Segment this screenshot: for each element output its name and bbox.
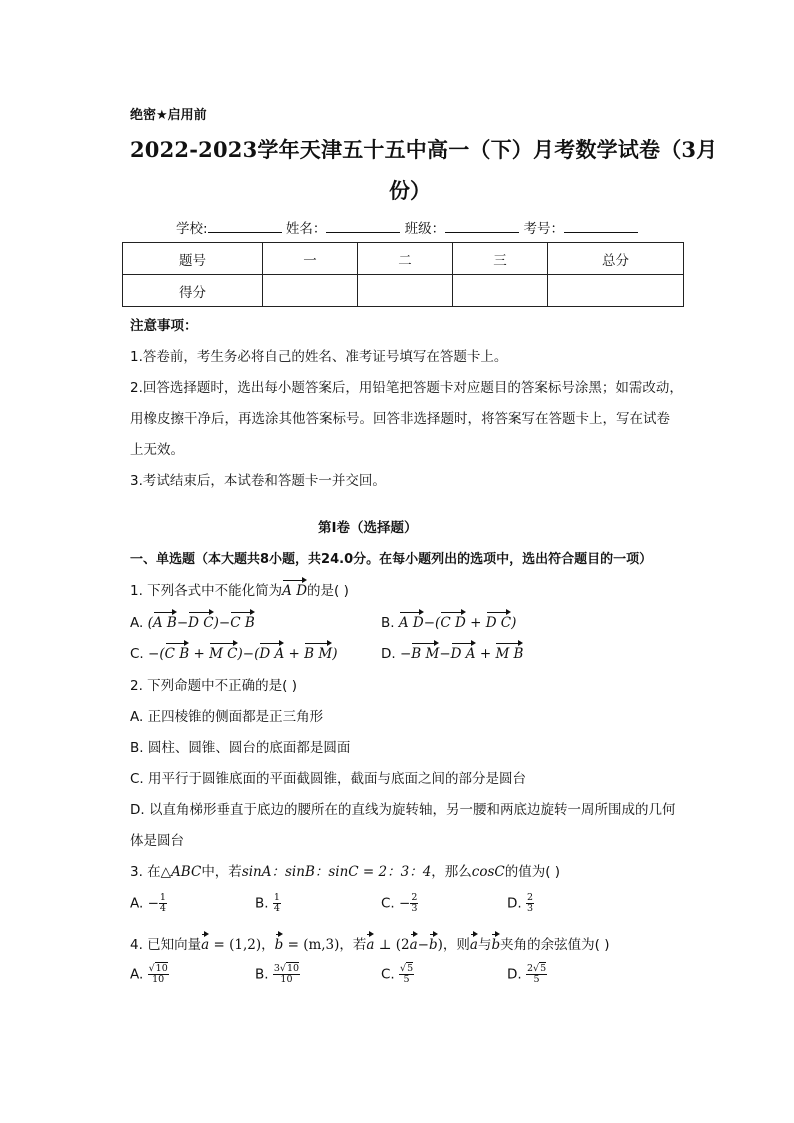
q2-option-a[interactable]: A. 正四棱锥的侧面都是正三角形	[130, 709, 324, 725]
note-item: 用橡皮擦干净后，再选涂其他答案标号。回答非选择题时，将答案写在答题卡上，写在试卷	[130, 411, 670, 427]
score-header-cell: 题号	[123, 243, 263, 275]
score-cell[interactable]	[548, 275, 684, 307]
q1-option-c[interactable]: C. −(C B + M C)−(D A + B M)	[130, 641, 337, 662]
q2-option-b[interactable]: B. 圆柱、圆锥、圆台的底面都是圆面	[130, 740, 351, 756]
school-field[interactable]	[208, 220, 282, 233]
score-table-header-row	[123, 243, 684, 275]
name-label: 姓名：	[285, 221, 327, 237]
q3-option-b[interactable]: B. $\frac{1}{4}$	[255, 892, 280, 914]
q2-option-c[interactable]: C. 用平行于圆锥底面的平面截圆锥，截面与底面之间的部分是圆台	[130, 771, 527, 787]
score-header-cell: 一	[263, 243, 358, 275]
class-field[interactable]	[445, 220, 519, 233]
q4-option-a[interactable]: A. $\frac{√10}{10}$	[130, 963, 168, 985]
score-header-cell: 二	[358, 243, 453, 275]
q2-option-d[interactable]: D. 以直角梯形垂直于底边的腰所在的直线为旋转轴，另一腰和两底边旋转一周所围成的几何	[130, 802, 676, 818]
note-item: 2.回答选择题时，选出每小题答案后，用铅笔把答题卡对应题目的答案标号涂黑；如需改动，	[130, 380, 683, 396]
score-table	[122, 242, 684, 307]
secret-label: 绝密★启用前	[130, 108, 207, 123]
notes-title: 注意事项：	[130, 318, 198, 334]
score-table-score-row	[123, 275, 684, 307]
score-cell[interactable]	[263, 275, 358, 307]
question-2-stem: 2. 下列命题中不正确的是( )	[130, 678, 297, 694]
q4-option-d[interactable]: D. $\frac{2√5}{5}$	[507, 963, 547, 985]
q1-option-a[interactable]: A. (A B−D C)−C B	[130, 610, 255, 631]
score-row-label: 得分	[123, 275, 263, 307]
q3-option-d[interactable]: D. $\frac{2}{3}$	[507, 892, 534, 914]
score-header-cell: 总分	[548, 243, 684, 275]
q3-option-c[interactable]: C. − $\frac{2}{3}$	[381, 892, 418, 914]
q4-option-b[interactable]: B. $\frac{3√10}{10}$	[255, 963, 300, 985]
student-info-row	[176, 217, 638, 237]
name-field[interactable]	[326, 220, 400, 233]
school-label: 学校:	[176, 221, 208, 237]
question-1-stem: 1. 下列各式中不能化简为A D的是( )	[130, 578, 349, 599]
question-4-stem: 4. 已知向量a = (1,2)，b = (m,3)，若a ⊥ (2a−b)，则a与b夹角的余弦值为( )	[130, 932, 609, 953]
q4-option-c[interactable]: C. $\frac{√5}{5}$	[381, 963, 414, 985]
section-title: 第I卷（选择题）	[318, 520, 418, 536]
class-label: 班级：	[404, 221, 446, 237]
section-subtitle: 一、单选题（本大题共8小题，共24.0分。在每小题列出的选项中，选出符合题目的一项）	[130, 552, 653, 567]
exam-title-line1: 2022-2023学年天津五十五中高一（下）月考数学试卷（3月	[130, 137, 718, 162]
note-item: 3.考试结束后，本试卷和答题卡一并交回。	[130, 473, 386, 489]
score-cell[interactable]	[453, 275, 548, 307]
score-header-cell: 三	[453, 243, 548, 275]
question-3-stem: 3. 在△ABC中，若sinA：sinB：sinC = 2：3：4，那么cosC的值为( )	[130, 864, 561, 880]
exam-title-line2: 份）	[389, 178, 431, 203]
note-item: 1.答卷前，考生务必将自己的姓名、准考证号填写在答题卡上。	[130, 349, 508, 365]
exam-no-field[interactable]	[564, 220, 638, 233]
score-cell[interactable]	[358, 275, 453, 307]
q1-option-b[interactable]: B. A D−(C D + D C)	[381, 610, 516, 631]
exam-no-label: 考号：	[523, 221, 564, 237]
q3-option-a[interactable]: A. − $\frac{1}{4}$	[130, 892, 166, 914]
q2-option-d-cont: 体是圆台	[130, 833, 184, 849]
q1-option-d[interactable]: D. −B M−D A + M B	[381, 641, 523, 662]
note-item: 上无效。	[130, 442, 184, 458]
